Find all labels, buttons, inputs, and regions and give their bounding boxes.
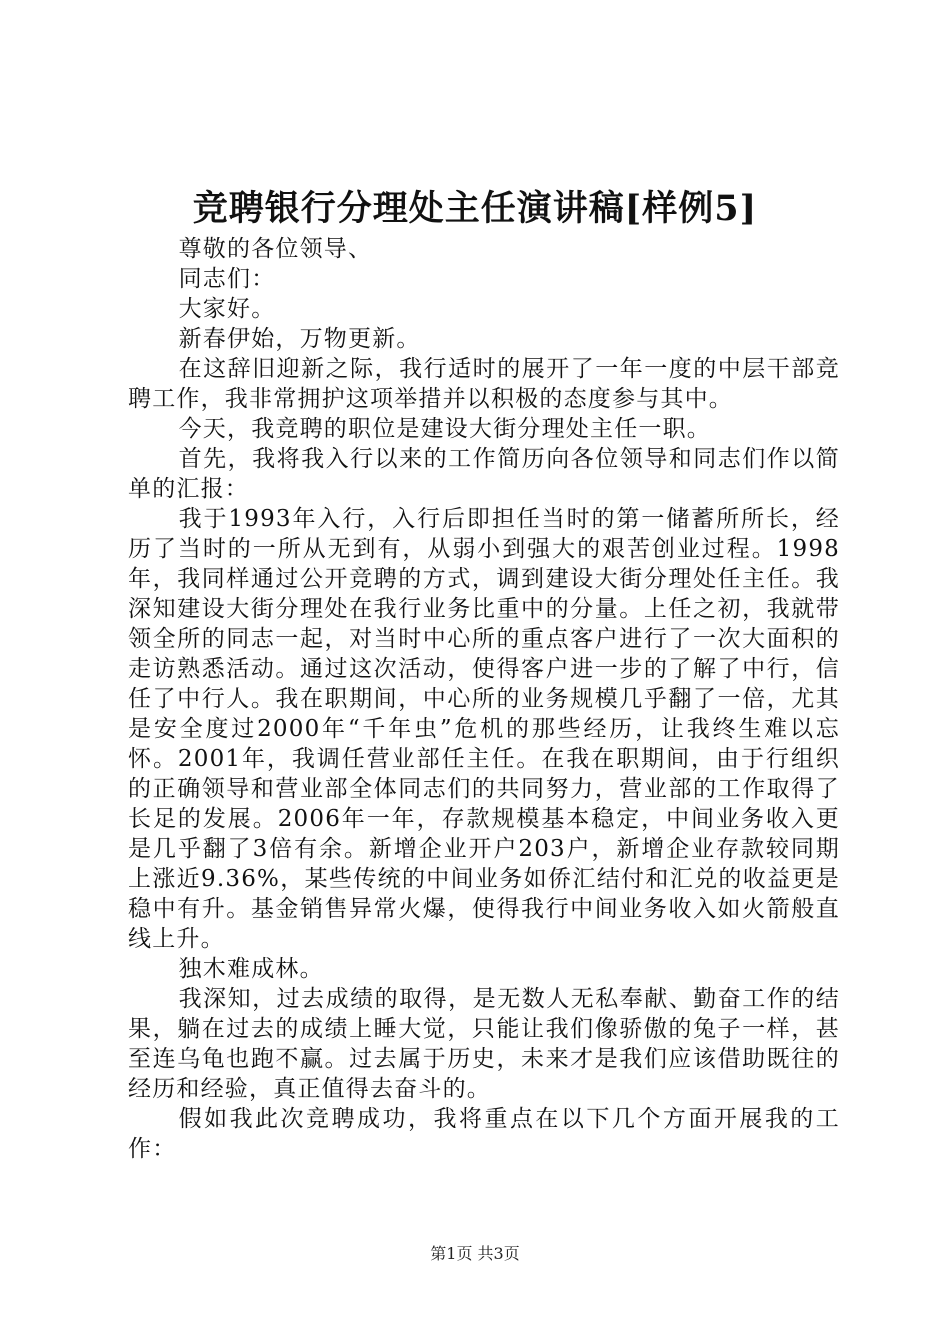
paragraph: 我于1993年入行，入行后即担任当时的第一储蓄所所长，经历了当时的一所从无到有，从弱小到强大的艰苦创业过程。1998年，我同样通过公开竞聘的方式，调到建设大街分理处任主任。我深知建设大街分理处在我行业务比重中的分量。上任之初，我就带领全所的同志一起，对当时中心所的重点客户进行了一次大面积的走访熟悉活动。通过这次活动，使得客户进一步的了解了中行，信任了中行人。我在职期间，中心所的业务规模几乎翻了一倍，尤其是安全度过2000年“千年虫”危机的那些经历，让我终生难以忘怀。2001年，我调任营业部任主任。在我在职期间，由于行组织的正确领导和营业部全体同志们的共同努力，营业部的工作取得了长足的发展。2006年一年，存款规模基本稳定，中间业务收入更是几乎翻了3倍有余。新增企业开户203户，新增企业存款较同期上涨近9.36%，某些传统的中间业务如侨汇结付和汇兑的收益更是稳中有升。基金销售异常火爆，使得我行中间业务收入如火箭般直线上升。 (128, 506, 840, 952)
paragraph: 我深知，过去成绩的取得，是无数人无私奉献、勤奋工作的结果，躺在过去的成绩上睡大觉，只能让我们像骄傲的兔子一样，甚至连乌龟也跑不赢。过去属于历史，未来才是我们应该借助既往的经历和经验，真正值得去奋斗的。 (128, 986, 840, 1102)
paragraph-salutation: 尊敬的各位领导、 (178, 236, 373, 262)
document-body (128, 234, 840, 1164)
paragraph: 首先，我将我入行以来的工作简历向各位领导和同志们作以简单的汇报： (128, 446, 840, 502)
paragraph: 今天，我竞聘的职位是建设大街分理处主任一职。 (178, 416, 711, 442)
paragraph: 假如我此次竞聘成功，我将重点在以下几个方面开展我的工作： (128, 1106, 840, 1162)
paragraph: 独木难成林。 (178, 956, 324, 982)
paragraph: 新春伊始，万物更新。 (178, 326, 421, 352)
page-footer: 第1页 共3页 (430, 1244, 520, 1263)
paragraph-greeting: 大家好。 (178, 296, 276, 322)
document-title: 竞聘银行分理处主任演讲稿[样例5] (192, 188, 758, 229)
paragraph-salutation-2: 同志们： (178, 266, 276, 292)
paragraph: 在这辞旧迎新之际，我行适时的展开了一年一度的中层干部竞聘工作，我非常拥护这项举措并以积极的态度参与其中。 (128, 356, 840, 412)
